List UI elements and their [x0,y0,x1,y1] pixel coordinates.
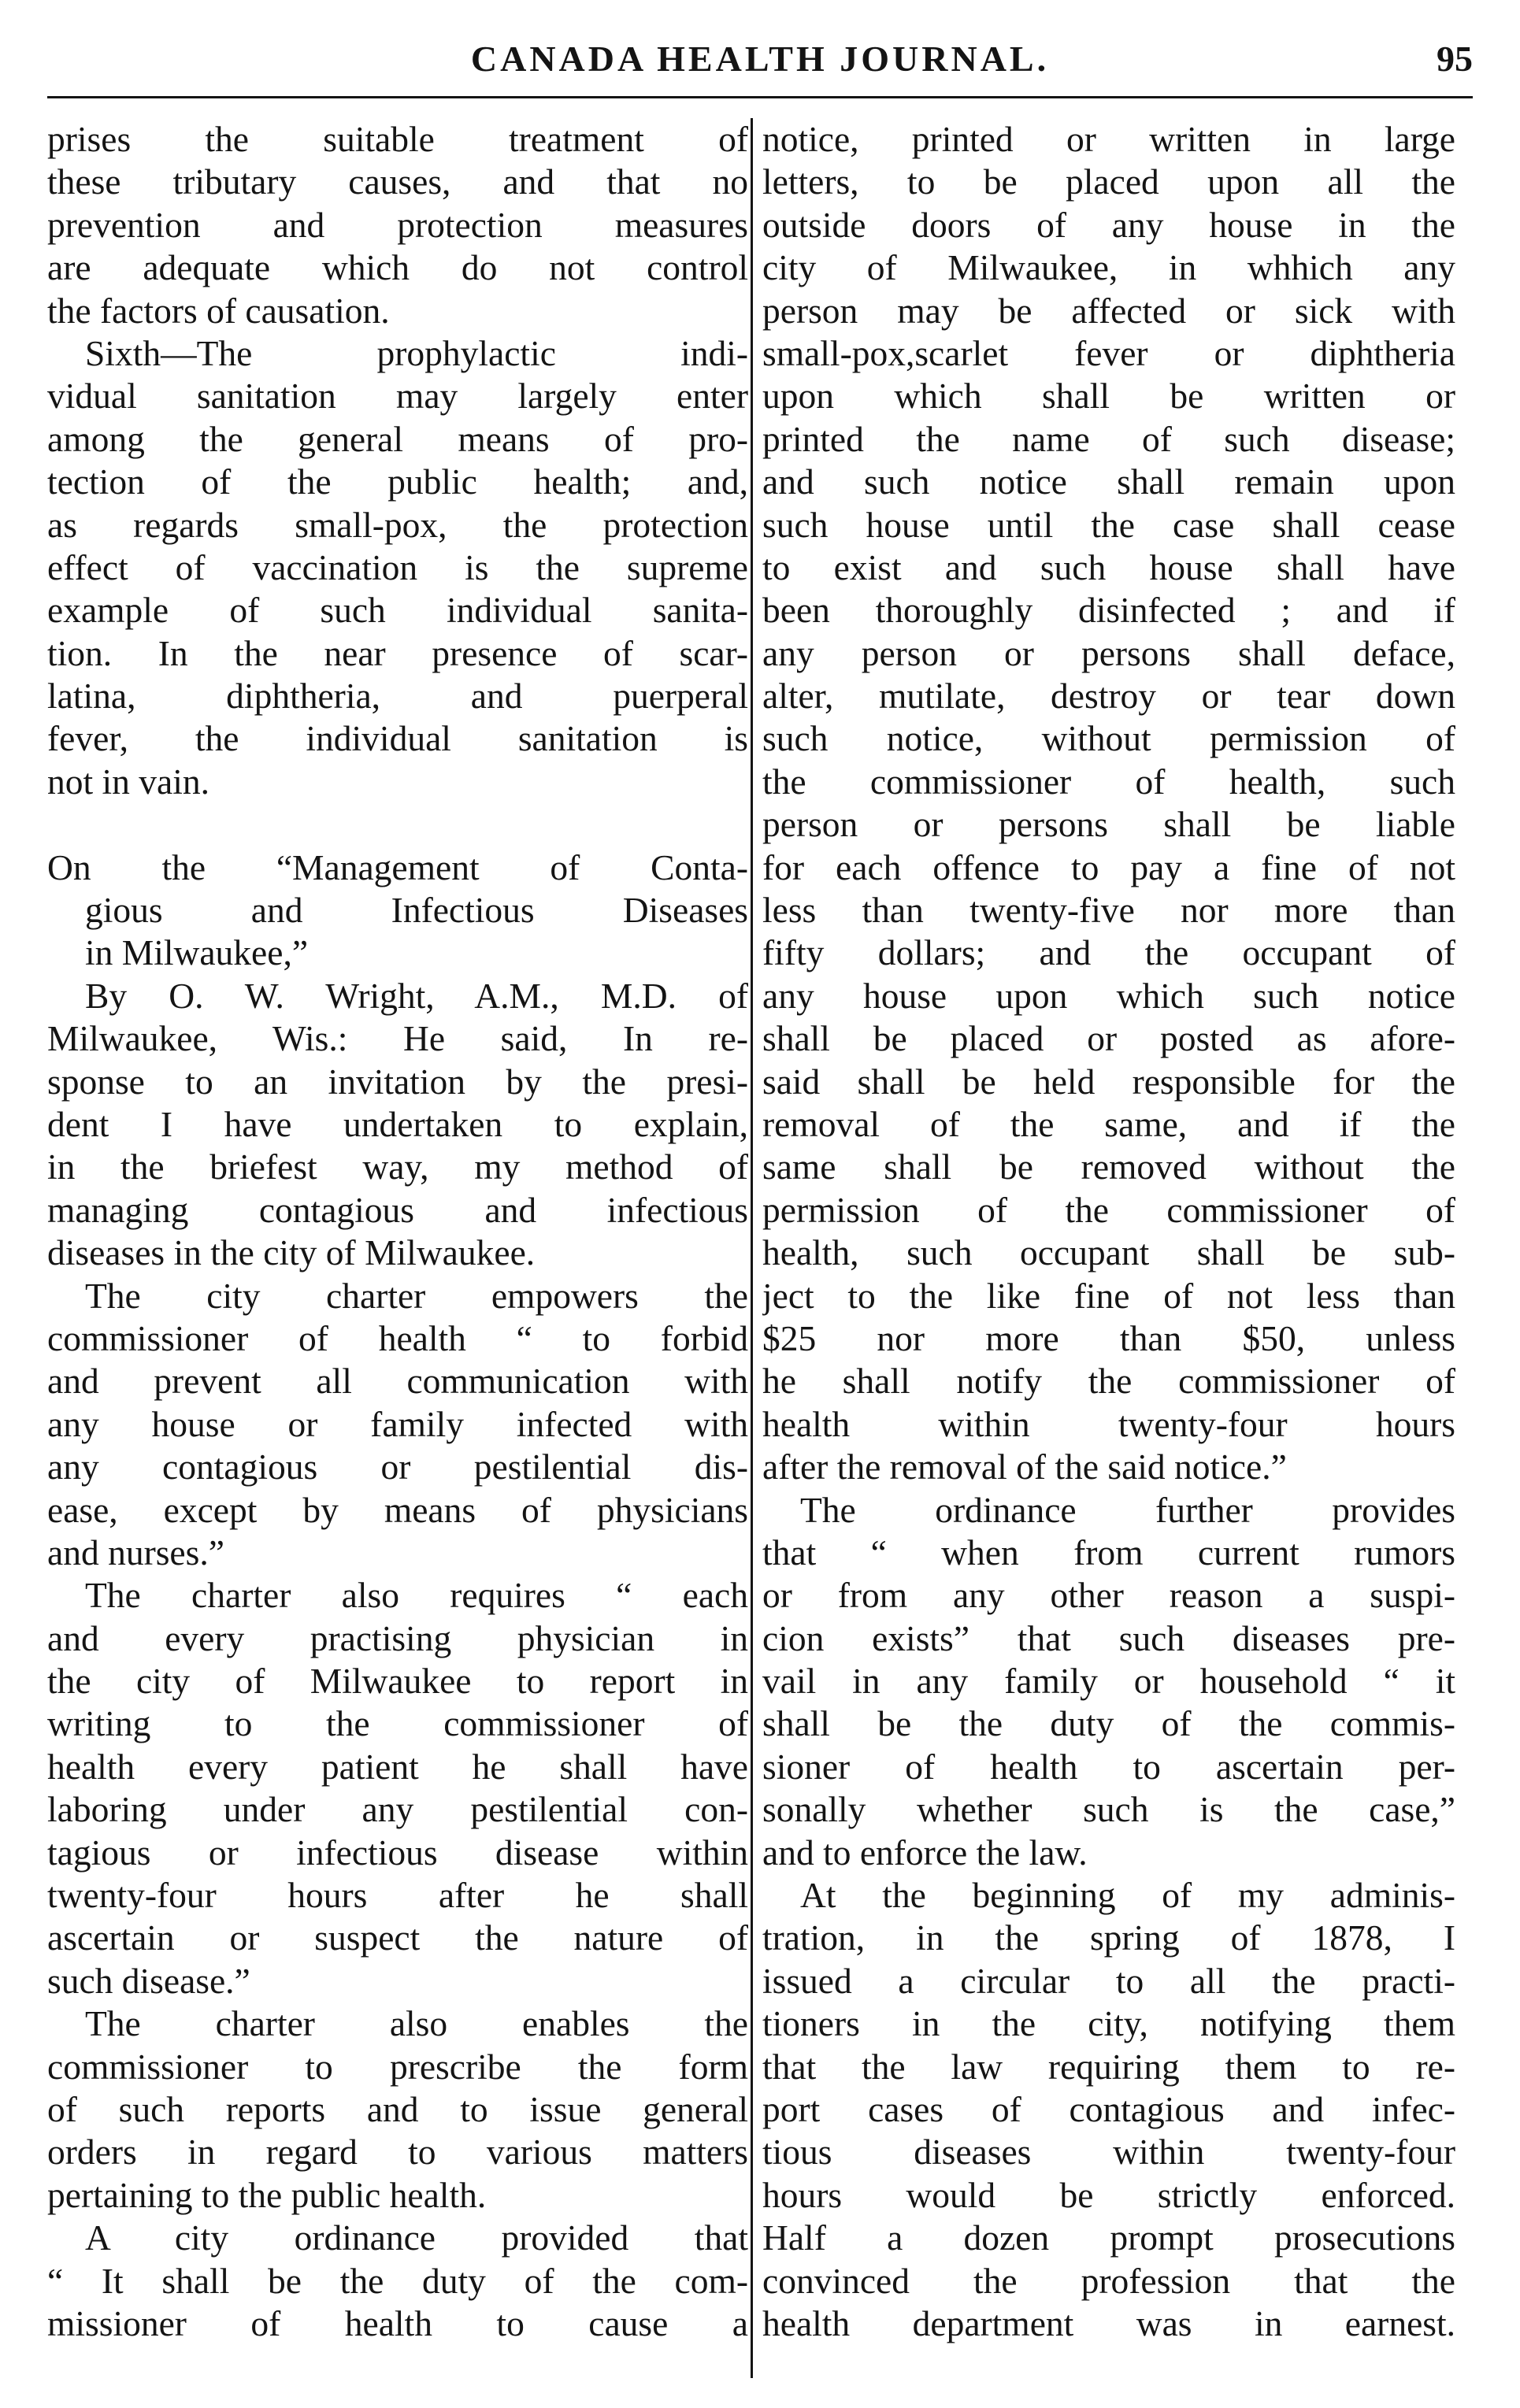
header-rule [47,96,1473,98]
text-line: that the law requiring them to re- [762,2046,1455,2087]
text-line: The ordinance further provides [800,1489,1455,1530]
text-line: and such notice shall remain upon [762,461,1455,502]
text-line: example of such individual sanita- [47,590,748,631]
text-line: been thoroughly disinfected ; and if [762,590,1455,631]
text-line: ject to the like fine of not less than [762,1275,1455,1316]
text-line: commissioner to prescribe the form [47,2046,748,2087]
text-line: convinced the profession that the [762,2260,1455,2301]
text-line: effect of vaccination is the supreme [47,546,748,587]
text-line: Sixth—The prophylactic indi- [85,332,748,373]
text-line: person or persons shall be liable [762,804,1455,845]
text-line: ascertain or suspect the nature of [47,1917,748,1958]
text-line: vidual sanitation may largely enter [47,376,748,417]
text-line: prises the suitable treatment of [47,119,748,159]
text-line: pertaining to the public health. [47,2174,487,2215]
text-line: after the removal of the said notice.” [762,1447,1287,1487]
text-line: issued a circular to all the practi- [762,1960,1455,2001]
text-line: The charter also requires “ each [85,1575,748,1616]
text-line: diseases in the city of Milwaukee. [47,1232,536,1273]
text-line: prevention and protection measures [47,204,748,245]
running-header [47,31,1473,102]
text-line: writing to the commissioner of [47,1703,748,1744]
text-line: said shall be held responsible for the [762,1061,1455,1102]
text-line: such house until the case shall cease [762,504,1455,545]
text-line: tagious or infectious disease within [47,1832,748,1873]
text-line: Milwaukee, Wis.: He said, In re- [47,1018,748,1059]
text-line: sponse to an invitation by the presi- [47,1061,748,1102]
section-heading-line: gious and Infectious Diseases [85,890,748,931]
text-line: letters, to be placed upon all the [762,161,1455,202]
left-column [47,118,748,2378]
text-line: not in vain. [47,761,209,802]
text-line: less than twenty-five nor more than [762,890,1455,931]
text-line: printed the name of such disease; [762,418,1455,459]
text-line: permission of the commissioner of [762,1189,1455,1230]
text-line: alter, mutilate, destroy or tear down [762,676,1455,717]
text-line: that “ when from current rumors [762,1532,1455,1573]
text-line: latina, diphtheria, and puerperal [47,676,748,717]
text-line: these tributary causes, and that no [47,161,748,202]
section-heading-line: On the “Management of Conta- [47,847,748,887]
text-line: city of Milwaukee, in whhich any [762,247,1455,288]
text-line: health every patient he shall have [47,1746,748,1787]
text-line: twenty-four hours after he shall [47,1875,748,1916]
text-line: or from any other reason a suspi- [762,1575,1455,1616]
text-line: are adequate which do not control [47,247,748,288]
text-line: and to enforce the law. [762,1832,1088,1873]
text-line: and nurses.” [47,1532,224,1573]
text-line: small-pox,scarlet fever or diphtheria [762,332,1455,373]
text-line: managing contagious and infectious [47,1189,748,1230]
text-line: ease, except by means of physicians [47,1489,748,1530]
text-line: tration, in the spring of 1878, I [762,1917,1455,1958]
text-line: “ It shall be the duty of the com- [47,2260,748,2301]
text-line: missioner of health to cause a [47,2302,748,2343]
text-line: vail in any family or household “ it [762,1661,1455,1702]
text-line: health department was in earnest. [762,2302,1455,2343]
text-line: port cases of contagious and infec- [762,2088,1455,2129]
text-line: The charter also enables the [85,2003,748,2044]
text-line: commissioner of health “ to forbid [47,1317,748,1358]
text-line: sioner of health to ascertain per- [762,1746,1455,1787]
text-line: shall be placed or posted as afore- [762,1018,1455,1059]
text-line: notice, printed or written in large [762,119,1455,159]
text-line: A city ordinance provided that [85,2217,748,2258]
text-line: among the general means of pro- [47,418,748,459]
text-line: of such reports and to issue general [47,2088,748,2129]
text-line: At the beginning of my adminis- [800,1875,1455,1916]
text-line: outside doors of any house in the [762,204,1455,245]
column-divider [751,118,753,2378]
text-line: for each offence to pay a fine of not [762,847,1455,887]
page-number: 95 [1437,39,1473,79]
text-line: he shall notify the commissioner of [762,1361,1455,1402]
text-line: any house upon which such notice [762,975,1455,1016]
text-line: The city charter empowers the [85,1275,748,1316]
text-line: tion. In the near presence of scar- [47,632,748,673]
text-line: By O. W. Wright, A.M., M.D. of [85,975,748,1016]
text-line: upon which shall be written or [762,376,1455,417]
text-line: health, such occupant shall be sub- [762,1232,1455,1273]
text-line: in the briefest way, my method of [47,1147,748,1187]
text-line: sonally whether such is the case,” [762,1789,1455,1830]
text-line: dent I have undertaken to explain, [47,1103,748,1144]
right-column [762,118,1455,2378]
text-line: hours would be strictly enforced. [762,2174,1455,2215]
text-line: the city of Milwaukee to report in [47,1661,748,1702]
text-line: removal of the same, and if the [762,1103,1455,1144]
text-line: orders in regard to various matters [47,2132,748,2173]
text-line: the factors of causation. [47,290,390,331]
text-line: fever, the individual sanitation is [47,718,748,759]
text-line: tioners in the city, notifying them [762,2003,1455,2044]
text-line: cion exists” that such diseases pre- [762,1617,1455,1658]
text-line: the commissioner of health, such [762,761,1455,802]
text-line: to exist and such house shall have [762,546,1455,587]
text-line: and prevent all communication with [47,1361,748,1402]
text-line: person may be affected or sick with [762,290,1455,331]
text-line [47,803,748,846]
text-line: any person or persons shall deface, [762,632,1455,673]
text-line: Half a dozen prompt prosecutions [762,2217,1455,2258]
text-line: any contagious or pestilential dis- [47,1447,748,1487]
text-line: health within twenty-four hours [762,1403,1455,1444]
text-line: tious diseases within twenty-four [762,2132,1455,2173]
journal-title: CANADA HEALTH JOURNAL. [470,39,1050,79]
text-line: as regards small-pox, the protection [47,504,748,545]
text-line: any house or family infected with [47,1403,748,1444]
text-line: such disease.” [47,1960,250,2001]
section-heading-line: in Milwaukee,” [85,932,309,973]
text-line: fifty dollars; and the occupant of [762,932,1455,973]
text-line: tection of the public health; and, [47,461,748,502]
text-line: $25 nor more than $50, unless [762,1317,1455,1358]
text-line: such notice, without permission of [762,718,1455,759]
text-line: shall be the duty of the commis- [762,1703,1455,1744]
text-line: same shall be removed without the [762,1147,1455,1187]
text-line: and every practising physician in [47,1617,748,1658]
text-line: laboring under any pestilential con- [47,1789,748,1830]
